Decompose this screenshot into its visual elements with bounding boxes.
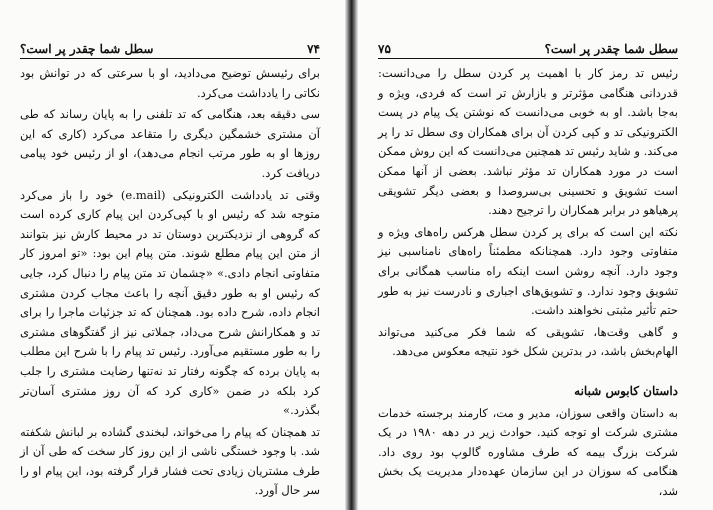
left-page — [0, 0, 345, 510]
paragraph: برای رئیسش توضیح می‌دادید، او با سرعتی که در توانش بود نکاتی را یادداشت می‌کرد. — [20, 66, 320, 100]
left-page-body — [20, 64, 320, 501]
left-running-title: سطل شما چقدر پر است؟ — [20, 42, 154, 56]
right-page — [358, 0, 713, 510]
section-title: داستان کابوس شبانه — [574, 383, 678, 398]
paragraph: وقتی تد یادداشت الکترونیکی (e.mail) خود را باز می‌کرد متوجه شد که رئیس او با کپی‌کردن این پیام کاری کرده است که گروهی از نزدیکترین دوستان تد در محیط کارش نیز بتوانند از متن این پیام مطلع شوند. متن پیام این بود: «تو امروز کار متفاوتی انجام دادی.» «چشمان تد متن پیام را دنبال کرد، جایی که رئیس او به طور دقیق آنچه را باعث مجاب کردن مشتری انجام داده، شرح داده بود. همچنان که تد جزئیات ماجرا را برای تد و همکارانش شرح می‌داد، جملاتی نیز از گفتگوهای مشتری را به طور مستقیم می‌آورد. رئیس تد پیام را با شرح این مطلب به پایان برده که چگونه رفتار تد نه‌تنها رضایت مشتری را جلب کرد بلکه در ضمن «کاری کرد که آن روز مشتری آسان‌تر بگذرد.» — [20, 187, 320, 418]
left-page-number: ۷۴ — [307, 42, 320, 56]
paragraph: و گاهی وقت‌ها، تشویقی که شما فکر می‌کنید می‌تواند الهام‌بخش باشد، در بدترین شکل خود نتیجه معکوس می‌دهد. — [378, 324, 678, 359]
paragraph: سی دقیقه بعد، هنگامی که تد تلفنی را به پایان رساند که طی آن مشتری خشمگین دیگری را متقاعد می‌کرد (کاری که این روزها او به طور مرتب انجام می‌دهد)، او از رئیس خود پیامی دریافت کرد. — [20, 107, 320, 180]
left-header-rule — [20, 58, 320, 59]
left-page-header — [20, 36, 320, 56]
right-page-body — [378, 64, 678, 501]
right-page-number: ۷۵ — [378, 42, 391, 56]
right-running-title: سطل شما چقدر پر است؟ — [544, 42, 678, 56]
paragraph: به داستان واقعی سوزان، مدیر و مت، کارمند برجسته خدمات مشتری شرکت او توجه کنید. حوادث زیر در دهه ۱۹۸۰ در یک شرکت بزرگ بیمه که طرف مشاوره گالوپ بود روی داد. هنگامی که سوزان در این سازمان عهده‌دار مدیریت یک بخش شد، — [378, 405, 678, 498]
paragraph: رئیس تد رمز کار با اهمیت پر کردن سطل را می‌دانست: قدردانی هنگامی مؤثرتر و بازارش تر است که فردی، ویژه و به‌جا باشد. او به خوبی می‌دانست که نوشتن یک پیام در پست الکترونیکی تد و کپی کردن آن برای همکاران وی سطل تد را پر می‌کند. و شاید رئیس تد همچنین می‌دانست که این روش ممکن است در مورد همکاران تد مؤثر نباشد. بعضی از آنها ممکن است تشویق و تحسینی بی‌سروصدا و بعضی دیگر تشویقی پرهیاهو در برابر همکاران را ترجیح دهند. — [378, 66, 678, 218]
right-page-header — [378, 36, 678, 56]
paragraph: تد همچنان که پیام را می‌خواند، لبخندی گشاده بر لبانش شکفته شد. با وجود خستگی ناشی از این روز کار سخت که طی آن از طرف مشتریان زیادی تحت فشار قرار گرفته بود، این پیام او را سر حال آورد. — [20, 424, 320, 498]
paragraph: نکته این است که برای پر کردن سطل هرکس راه‌های ویژه و متفاوتی وجود دارد. همچنانکه مطمئناً راه‌های نامناسبی نیز وجود دارد. آنچه روشن است اینکه راه مناسب همگانی برای تشویق وجود ندارد. و تشویق‌های اجباری و نادرست نیز به طور حتم تأثیر مثبتی نخواهند داشت. — [378, 224, 678, 318]
book-gutter — [345, 0, 358, 510]
right-header-rule — [378, 58, 678, 59]
